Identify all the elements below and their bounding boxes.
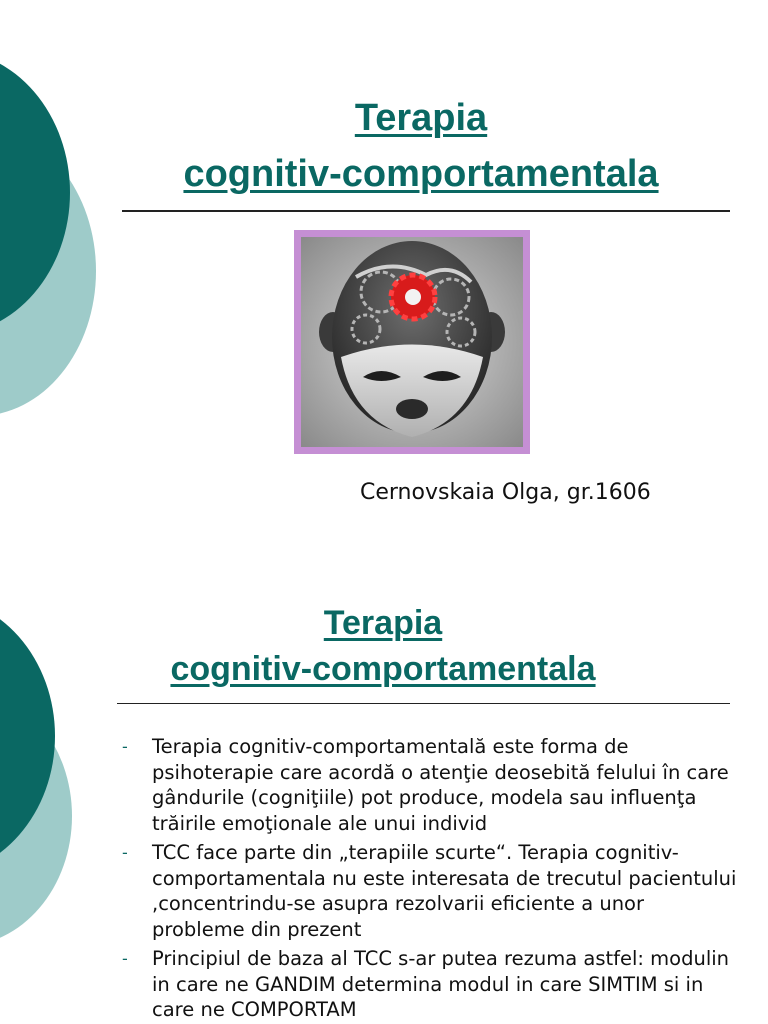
title-divider (122, 210, 730, 212)
slide-title (120, 90, 722, 202)
author-caption: Cernovskaia Olga, gr.1606 (360, 480, 651, 505)
bullet-text: TCC face parte din „terapiile scurte“. Terapia cognitiv-comportamentala nu este interesata de trecutul pacientului ,concentrindu-se asupra rezolvarii eficiente a unor probleme din prezent (152, 841, 737, 941)
bullet-dash: - (122, 949, 128, 968)
bullet-text: Terapia cognitiv-comportamentală este forma de psihoterapie care acordă o atenţie deosebită felului în care gândurile (cogniţiile) pot produce, modela sau influenţa trăirile emoţionale ale unui individ (152, 735, 729, 835)
slide-title (115, 600, 651, 692)
bullet-dash: - (122, 737, 128, 756)
bullet-list (122, 734, 742, 1024)
title-line-2: cognitiv-comportamentala (183, 153, 659, 195)
title-line-2: cognitiv-comportamentala (170, 650, 596, 688)
list-item (122, 840, 742, 942)
list-item (122, 946, 742, 1023)
title-line-1: Terapia (323, 604, 443, 642)
head-with-gears-icon (301, 237, 523, 447)
bullet-text: Principiul de baza al TCC s-ar putea rezuma astfel: modulin in care ne GANDIM determina modul in care SIMTIM si in care ne COMPORTAM (152, 947, 730, 1021)
slide-2 (0, 566, 768, 1024)
bullet-dash: - (122, 843, 128, 862)
title-line-1: Terapia (354, 97, 488, 139)
list-item (122, 734, 742, 836)
title-divider (117, 703, 730, 704)
head-gears-image (294, 230, 530, 454)
